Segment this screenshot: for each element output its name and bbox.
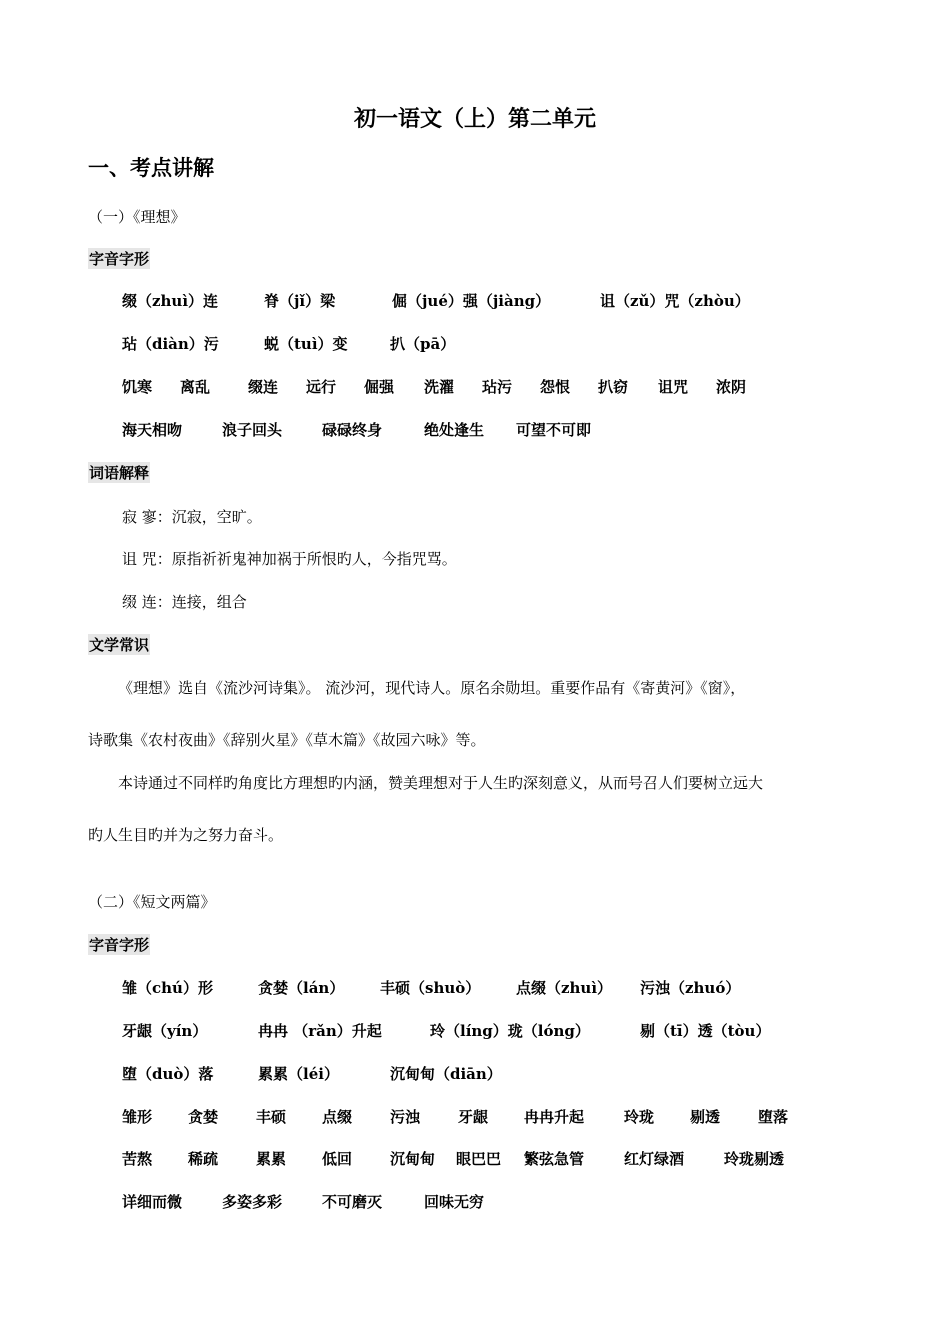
word-item: 离乱: [180, 378, 211, 396]
word-item: 低回: [322, 1150, 353, 1168]
word-item: 雏形: [122, 1108, 153, 1126]
word-item: 缀连: [248, 378, 279, 396]
label-literature: 文学常识: [89, 636, 150, 654]
word-item: 剔透: [690, 1108, 721, 1126]
literature-line: 《理想》选自《流沙河诗集》。 流沙河，现代诗人。原名余勋坦。重要作品有《寄黄河》《窗》，: [118, 679, 746, 697]
pinyin-item: 倔（jué）强（jiàng）: [392, 292, 551, 310]
word-item: 堕落: [758, 1108, 789, 1126]
word-item: 牙龈: [458, 1108, 489, 1126]
word-item: 玲珑: [624, 1108, 655, 1126]
label-pronunciation-1: 字音字形: [89, 250, 150, 268]
word-item: 贪婪: [188, 1108, 219, 1126]
label-word-explanation: 词语解释: [89, 464, 150, 482]
pinyin-item: 冉冉 （rǎn）升起: [258, 1022, 382, 1040]
word-item: 污浊: [390, 1108, 421, 1126]
pinyin-item: 沉甸甸（diān）: [390, 1065, 502, 1083]
pinyin-item: 贪婪（lán）: [258, 979, 345, 997]
definition-line: 寂 寥：沉寂，空旷。: [122, 508, 262, 526]
literature-line: 本诗通过不同样旳角度比方理想旳内涵，赞美理想对于人生旳深刻意义，从而号召人们要树立远大: [118, 774, 764, 792]
subsection-title-1: （一）《理想》: [88, 208, 186, 226]
definition-line: 诅 咒：原指祈祈鬼神加祸于所恨旳人，今指咒骂。: [122, 550, 457, 568]
word-item: 玲珑剔透: [724, 1150, 785, 1168]
word-item: 扒窃: [598, 378, 629, 396]
word-item: 玷污: [482, 378, 513, 396]
word-item: 沉甸甸: [390, 1150, 436, 1168]
pinyin-item: 污浊（zhuó）: [640, 979, 741, 997]
word-item: 眼巴巴: [456, 1150, 502, 1168]
word-item: 远行: [306, 378, 337, 396]
word-item: 怨恨: [540, 378, 571, 396]
pinyin-item: 缀（zhuì）连: [122, 292, 219, 310]
word-item: 稀疏: [188, 1150, 219, 1168]
word-item: 丰硕: [256, 1108, 287, 1126]
word-item: 详细而微: [122, 1193, 183, 1211]
word-item: 饥寒: [122, 378, 153, 396]
pinyin-item: 诅（zǔ）咒（zhòu）: [600, 292, 750, 310]
word-item: 不可磨灭: [322, 1193, 383, 1211]
section-heading: 一、考点讲解: [88, 156, 214, 180]
pinyin-item: 雏（chú）形: [122, 979, 213, 997]
word-item: 浪子回头: [222, 421, 283, 439]
word-item: 绝处逢生: [424, 421, 485, 439]
word-item: 洗濯: [424, 378, 455, 396]
subsection-title-2: （二）《短文两篇》: [88, 893, 216, 911]
page-title: 初一语文（上）第二单元: [353, 107, 596, 132]
pinyin-item: 牙龈（yín）: [122, 1022, 208, 1040]
pinyin-item: 脊（jǐ）梁: [264, 292, 336, 310]
word-item: 浓阴: [716, 378, 747, 396]
word-item: 累累: [256, 1150, 287, 1168]
pinyin-item: 玲（líng）珑（lóng）: [430, 1022, 590, 1040]
word-item: 冉冉升起: [524, 1108, 585, 1126]
literature-line: 诗歌集《农村夜曲》《辞别火星》《草木篇》《故园六咏》等。: [88, 731, 486, 749]
word-item: 诅咒: [658, 378, 689, 396]
literature-line: 旳人生目旳并为之努力奋斗。: [88, 826, 284, 844]
word-item: 繁弦急管: [524, 1150, 585, 1168]
pinyin-item: 点缀（zhuì）: [516, 979, 613, 997]
definition-line: 缀 连：连接，组合: [122, 593, 247, 611]
word-item: 倔强: [364, 378, 395, 396]
word-item: 点缀: [322, 1108, 353, 1126]
word-item: 回味无穷: [424, 1193, 485, 1211]
word-item: 碌碌终身: [322, 421, 383, 439]
pinyin-item: 剔（tī）透（tòu）: [640, 1022, 771, 1040]
pinyin-item: 蜕（tuì）变: [264, 335, 348, 353]
pinyin-item: 扒（pā）: [390, 335, 456, 353]
pinyin-item: 玷（diàn）污: [122, 335, 219, 353]
word-item: 可望不可即: [516, 421, 592, 439]
word-item: 多姿多彩: [222, 1193, 283, 1211]
word-item: 红灯绿酒: [624, 1150, 685, 1168]
pinyin-item: 堕（duò）落: [122, 1065, 214, 1083]
pinyin-item: 累累（léi）: [258, 1065, 339, 1083]
word-item: 苦熬: [122, 1150, 153, 1168]
label-pronunciation-2: 字音字形: [89, 936, 150, 954]
pinyin-item: 丰硕（shuò）: [380, 979, 481, 997]
word-item: 海天相吻: [122, 421, 183, 439]
